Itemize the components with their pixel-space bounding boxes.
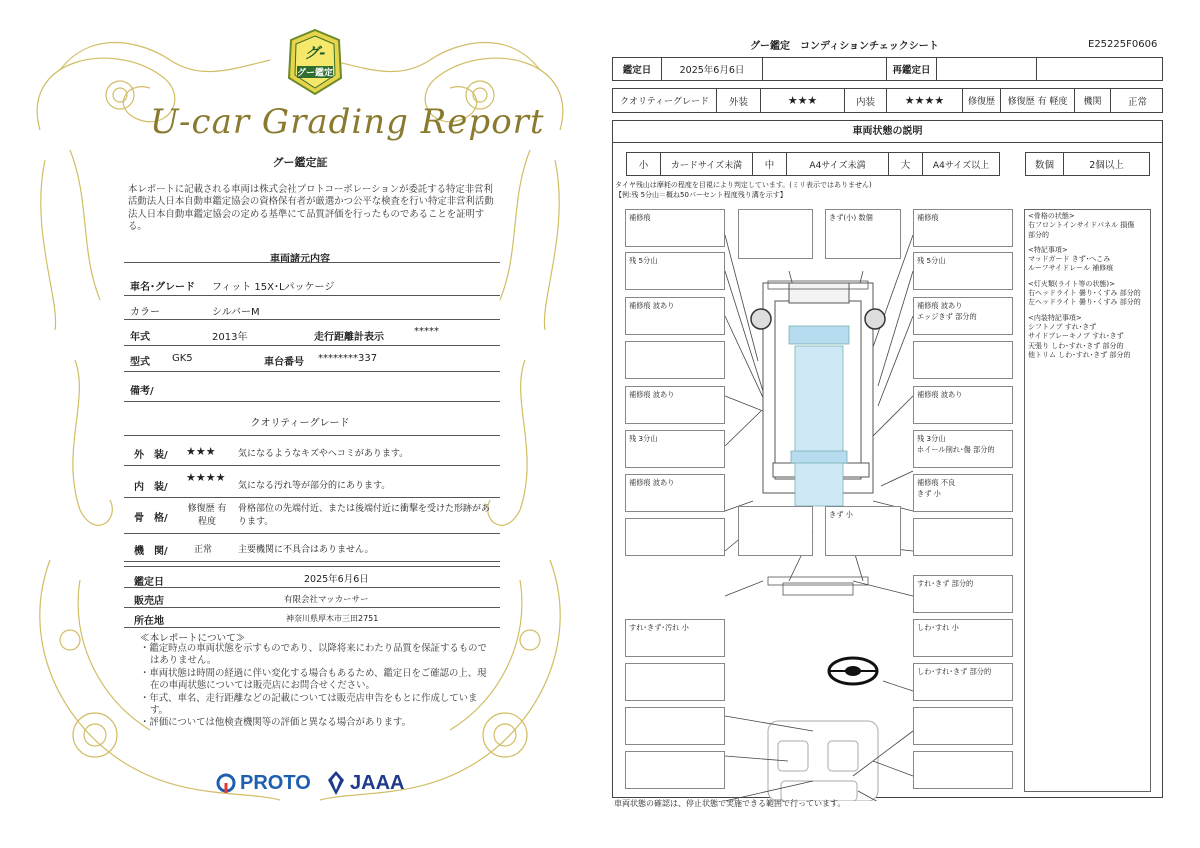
script-title: U-car Grading Report — [150, 102, 545, 142]
grade-row-frame: 骨 格/ 修復歴 有 程度 骨格部位の先端付近、または後端付近に衝撃を受けた形跡があります。 — [124, 498, 500, 534]
specs-title: 車両諸元内容 — [270, 254, 330, 265]
damage-slot — [738, 209, 813, 259]
damage-slot: 残 3分山 ホイール削れ･傷 部分的 — [913, 430, 1013, 468]
sheet-title: グー鑑定 コンディションチェックシート — [750, 41, 939, 52]
damage-slot — [913, 518, 1013, 556]
damage-slot: 残 5分山 — [913, 252, 1013, 290]
size-legend: 小 カードサイズ未満 中 A4サイズ未満 大 A4サイズ以上 — [626, 152, 1000, 176]
info-row-address: 所在地 神奈川県厚木市三田2751 — [124, 608, 500, 628]
notes-list — [140, 643, 490, 730]
note-item: ・評価については他検査機関等の評価と異なる場合があります。 — [140, 717, 411, 729]
damage-slot — [625, 341, 725, 379]
spec-row-remarks: 備考/ — [124, 372, 500, 402]
damage-slot: 残 5分山 — [625, 252, 725, 290]
spec-row-model: 型式 GK5 車台番号 ********337 — [124, 346, 500, 372]
spec-row-color: カラー シルバーM — [124, 296, 500, 320]
interior-slot — [913, 707, 1013, 745]
interior-slot — [625, 707, 725, 745]
intro-text: 本レポートに記載される車両は株式会社プロトコーポレーションが委託する特定非営利活動法人日本自動車鑑定協会の資格保有者が厳選かつ公平な検査を行い特定非営利活動法人日本自動車鑑定協会の定める基準にて品質評価を行ったものであることを証明する。 — [128, 184, 494, 232]
summary-box: <骨格の状態> 右フロントインサイドパネル 損傷 部分的 <特記事項> マッドガード きず･へこみ ルーフサイドレール 補修痕 <灯火類(ライト等の状態)> 右ヘッドライト 曇り･くすみ 部分的 左ヘッドライト 曇り･くすみ 部分的 <内装特記事項> シフトノブ すれ･きず サイドブレーキノブ すれ･きず 天張り しわ･すれ･きず 部分的 他トリム しわ･すれ･きず 部分的 — [1024, 209, 1151, 792]
condition-panel — [612, 120, 1163, 798]
note-item: ・年式、車名、走行距離などの記載については販売店申告をもとに作成しています。 — [140, 692, 478, 717]
svg-text:グ-: グ- — [304, 44, 326, 62]
count-legend: 数個 2個以上 — [1025, 152, 1150, 176]
damage-slot: 補修痕 — [913, 209, 1013, 247]
guu-kantei-logo — [285, 28, 345, 96]
damage-slot: 残 3分山 — [625, 430, 725, 468]
interior-slot: しわ･すれ･きず 部分的 — [913, 663, 1013, 701]
section-title: 車両状態の説明 — [613, 121, 1162, 143]
grade-row-engine: 機 関/ 正常 主要機関に不具合はありません。 — [124, 534, 500, 562]
damage-slot: 補修痕 波あり エッジきず 部分的 — [913, 297, 1013, 335]
proto-mark-icon — [216, 773, 236, 795]
divider — [124, 262, 500, 263]
interior-slot — [625, 663, 725, 701]
damage-slot: 補修痕 — [625, 209, 725, 247]
interior-slot: すれ･きず 部分的 — [913, 575, 1013, 613]
grade-row-exterior: 外 装/ ★★★ 気になるようなキズやヘコミがあります。 — [124, 436, 500, 466]
damage-slot — [625, 518, 725, 556]
spec-row-year: 年式 2013年 走行距離計表示 ***** — [124, 320, 500, 346]
damage-slot: きず 小 — [825, 506, 901, 556]
jaaa-logo: JAAA — [326, 770, 404, 796]
sheet-id: E25225F0606 — [1088, 39, 1158, 50]
quality-title: クオリティーグレード — [250, 418, 350, 429]
certificate-title: グー鑑定証 — [272, 156, 328, 169]
damage-slot: 補修痕 不良 きず 小 — [913, 474, 1013, 512]
damage-slot: 補修痕 波あり — [913, 386, 1013, 424]
date-row: 鑑定日 2025年6月6日 再鑑定日 — [612, 57, 1163, 81]
interior-slot: しわ･すれ 小 — [913, 619, 1013, 657]
info-row-shop: 販売店 有限会社マッカーサー — [124, 588, 500, 608]
info-row-date: 鑑定日 2025年6月6日 — [124, 566, 500, 588]
notes-title: ≪本レポートについて≫ — [140, 633, 246, 644]
damage-slot: 補修痕 波あり — [625, 386, 725, 424]
damage-slot — [913, 341, 1013, 379]
damage-slot: 補修痕 波あり — [625, 474, 725, 512]
damage-slot: きず(小) 数個 — [825, 209, 901, 259]
interior-slot: すれ･きず･汚れ 小 — [625, 619, 725, 657]
condition-check-sheet — [600, 0, 1200, 848]
grade-row: クオリティーグレード 外装 ★★★ 内装 ★★★★ 修復歴 修復歴 有 軽度 機関 正常 — [612, 88, 1163, 113]
proto-logo: PROTO — [216, 772, 311, 795]
interior-slot — [913, 751, 1013, 789]
interior-slot — [625, 751, 725, 789]
damage-slot — [738, 506, 813, 556]
note-item: ・鑑定時点の車両状態を示すものであり、以降将来にわたり品質を保証するものではありません。 — [140, 643, 487, 667]
spec-row-name: 車名･グレード フィット 15X･Lパッケージ — [124, 272, 500, 296]
jaaa-mark-icon — [326, 770, 346, 796]
steering-wheel-icon — [829, 658, 877, 684]
note-item: ・車両状態は時間の経過に伴い変化する場合もあるため、鑑定日をご確認の上、現在の車両状態については販売店にお問合せください。 — [140, 667, 487, 692]
footer-note: 車両状態の確認は、停止状態で実施できる範囲で行っています。 — [614, 799, 846, 808]
svg-text:グー鑑定: グー鑑定 — [296, 68, 334, 79]
tire-note: タイヤ残山は摩耗の程度を目視により判定しています。(ミリ表示ではありません) 【例:残 5分山＝概ね50パーセント程度残り溝を示す】 — [615, 181, 872, 199]
damage-slot: 補修痕 波あり — [625, 297, 725, 335]
grade-row-interior: 内 装/ ★★★★ 気になる汚れ等が部分的にあります。 — [124, 466, 500, 498]
divider — [124, 426, 500, 436]
